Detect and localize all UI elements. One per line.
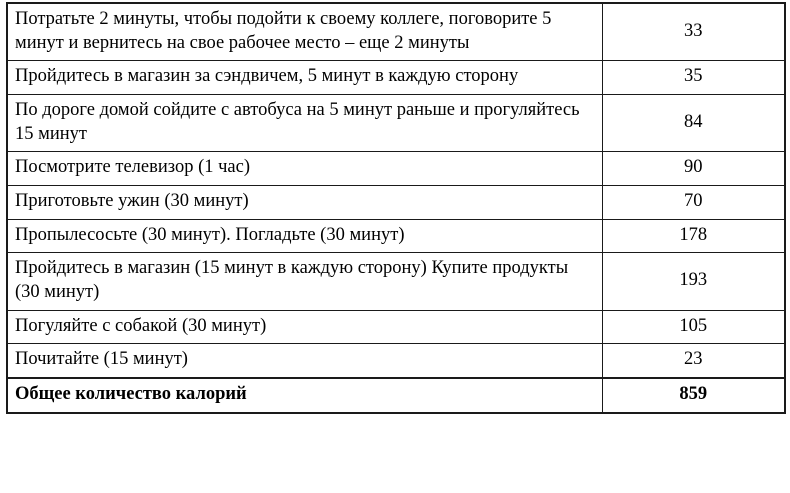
calories-cell: 70 [602, 186, 785, 220]
calories-cell: 33 [602, 3, 785, 61]
activity-cell: Пройдитесь в магазин за сэндвичем, 5 минут в каждую сторону [7, 61, 602, 95]
total-label: Общее количество калорий [7, 378, 602, 413]
calories-cell: 105 [602, 310, 785, 344]
table-row [7, 152, 785, 186]
table-row [7, 219, 785, 253]
activity-cell: Погуляйте с собакой (30 минут) [7, 310, 602, 344]
table-body [7, 3, 785, 413]
activity-cell: Пройдитесь в магазин (15 минут в каждую сторону) Купите продукты (30 минут) [7, 253, 602, 310]
table-row [7, 95, 785, 152]
calorie-table [6, 2, 786, 414]
table-row [7, 186, 785, 220]
calories-cell: 178 [602, 219, 785, 253]
activity-cell: Пропылесосьте (30 минут). Погладьте (30 минут) [7, 219, 602, 253]
calories-cell: 35 [602, 61, 785, 95]
table-row [7, 61, 785, 95]
activity-cell: Почитайте (15 минут) [7, 344, 602, 378]
calories-cell: 193 [602, 253, 785, 310]
calories-cell: 23 [602, 344, 785, 378]
table-row [7, 344, 785, 378]
activity-cell: По дороге домой сойдите с автобуса на 5 минут раньше и прогуляйтесь 15 минут [7, 95, 602, 152]
activity-cell: Приготовьте ужин (30 минут) [7, 186, 602, 220]
calories-cell: 90 [602, 152, 785, 186]
activity-cell: Потратьте 2 минуты, чтобы подойти к своему коллеге, поговорите 5 минут и вернитесь на свое рабочее место – еще 2 минуты [7, 3, 602, 61]
total-value: 859 [602, 378, 785, 413]
table-row [7, 253, 785, 310]
table-row [7, 310, 785, 344]
activity-cell: Посмотрите телевизор (1 час) [7, 152, 602, 186]
calories-cell: 84 [602, 95, 785, 152]
table-row [7, 3, 785, 61]
total-row [7, 378, 785, 413]
